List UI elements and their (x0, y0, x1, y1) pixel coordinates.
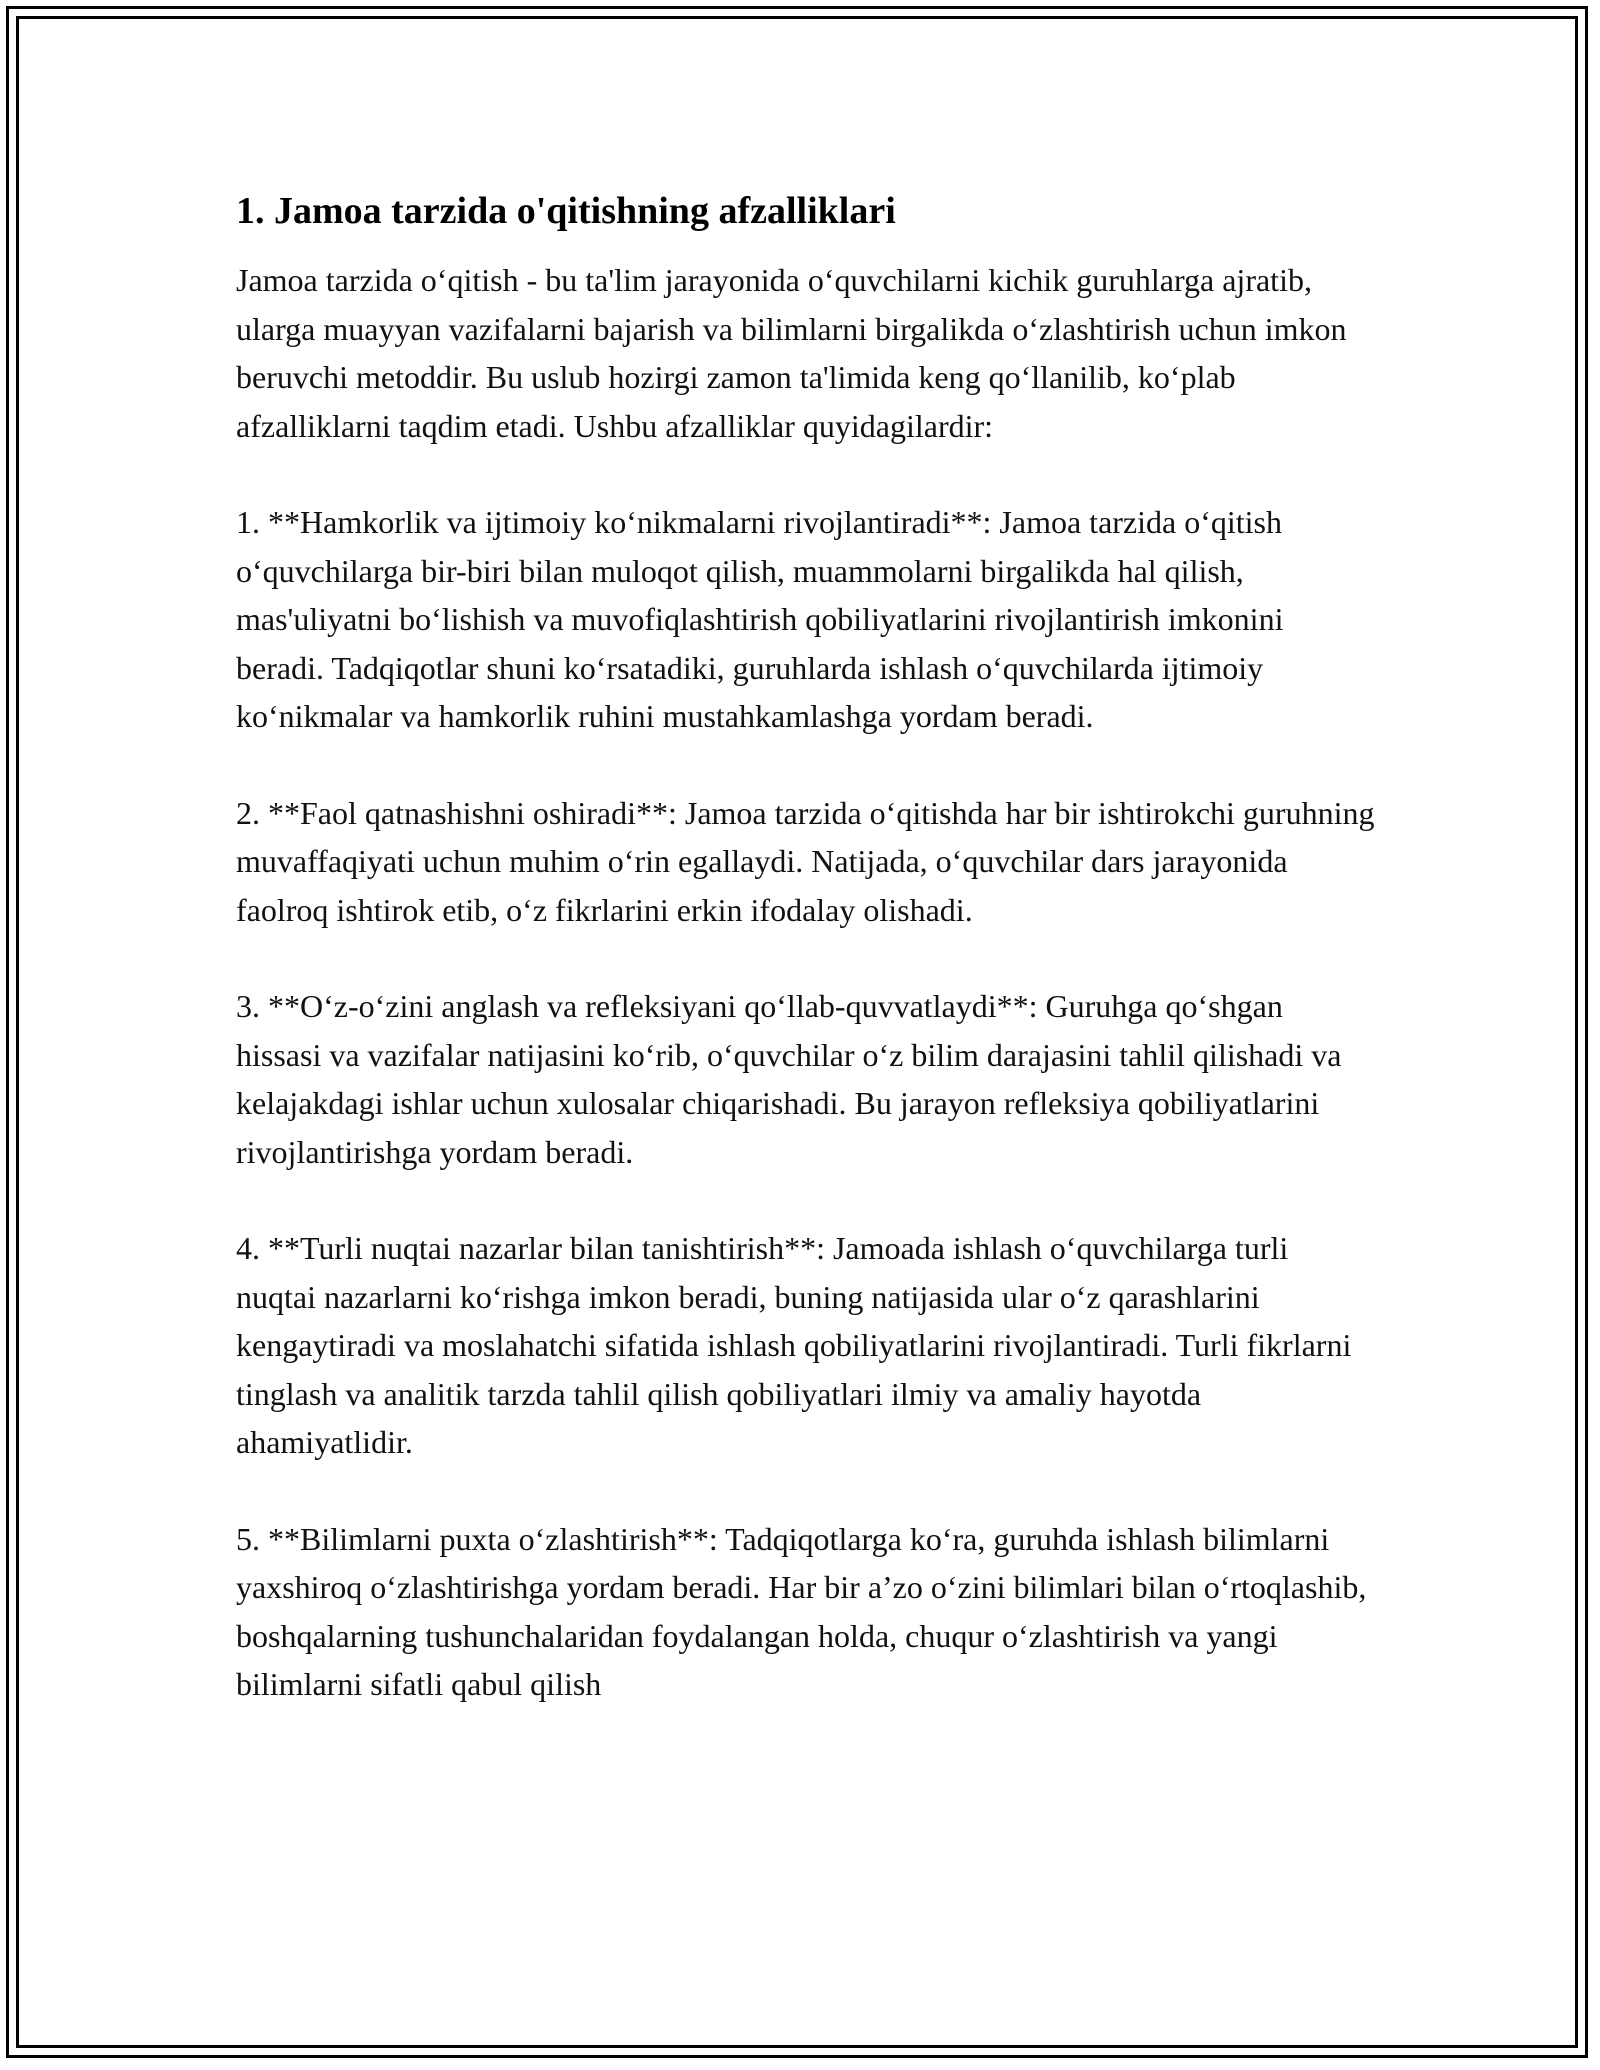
advantage-paragraph-2: 2. **Faol qatnashishni oshiradi**: Jamoa tarzida oʻqitishda har bir ishtirokchi guruhning muvaffaqiyati uchun muhim oʻrin egallaydi. Natijada, oʻquvchilar dars jarayonida faolroq ishtirok etib, oʻz fikrlarini erkin ifodalay olishadi. (236, 794, 1375, 928)
section-heading: 1. Jamoa tarzida o'qitishning afzalliklari (236, 190, 896, 232)
advantage-paragraph-1: 1. **Hamkorlik va ijtimoiy koʻnikmalarni rivojlantiradi**: Jamoa tarzida oʻqitish oʻquvchilarga bir-biri bilan muloqot qilish, muammolarni birgalikda hal qilish, mas'uliyatni boʻlishish va muvofiqlashtirish qobiliyatlarini rivojlantirish imkonini beradi. Tadqiqotlar shuni koʻrsatadiki, guruhlarda ishlash oʻquvchilarda ijtimoiy koʻnikmalar va hamkorlik ruhini mustahkamlashga yordam beradi. (236, 504, 1284, 734)
advantage-paragraph-4: 4. **Turli nuqtai nazarlar bilan tanishtirish**: Jamoada ishlash oʻquvchilarga turli nuqtai nazarlarni koʻrishga imkon beradi, buning natijasida ular oʻz qarashlarini kengaytiradi va moslahatchi sifatida ishlash qobiliyatlarini rivojlantiradi. Turli fikrlarni tinglash va analitik tarzda tahlil qilish qobiliyatlari ilmiy va amaliy hayotda ahamiyatlidir. (236, 1230, 1352, 1460)
advantage-paragraph-3: 3. **Oʻz-oʻzini anglash va refleksiyani qoʻllab-quvvatlaydi**: Guruhga qoʻshgan hissasi va vazifalar natijasini koʻrib, oʻquvchilar oʻz bilim darajasini tahlil qilishadi va kelajakdagi ishlar uchun xulosalar chiqarishadi. Bu jarayon refleksiya qobiliyatlarini rivojlantirishga yordam beradi. (236, 988, 1342, 1170)
advantage-paragraph-5: 5. **Bilimlarni puxta oʻzlashtirish**: Tadqiqotlarga koʻra, guruhda ishlash bilimlarni yaxshiroq oʻzlashtirishga yordam beradi. Har bir a’zo oʻzini bilimlari bilan oʻrtoqlashib, boshqalarning tushunchalaridan foydalangan holda, chuqur oʻzlashtirish va yangi bilimlarni sifatli qabul qilish (236, 1520, 1367, 1702)
document-body (236, 186, 1376, 1757)
intro-paragraph: Jamoa tarzida oʻqitish - bu ta'lim jarayonida oʻquvchilarni kichik guruhlarga ajratib, ularga muayyan vazifalarni bajarish va bilimlarni birgalikda oʻzlashtirish uchun imkon beruvchi metoddir. Bu uslub hozirgi zamon ta'limida keng qoʻllanilib, koʻplab afzalliklarni taqdim etadi. Ushbu afzalliklar quyidagilardir: (236, 262, 1347, 444)
